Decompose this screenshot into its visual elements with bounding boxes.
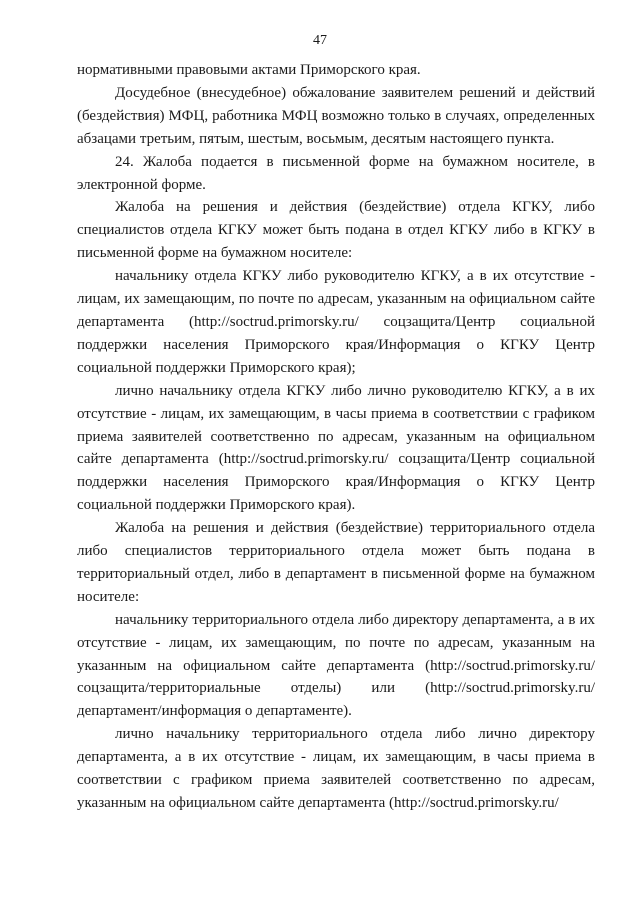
paragraph: 24. Жалоба подается в письменной форме на бумажном носителе, в электронной форме. <box>77 153 595 193</box>
document-body <box>77 59 595 815</box>
paragraph: начальнику отдела КГКУ либо руководителю КГКУ, а в их отсутствие - лицам, их замещающим, по почте по адресам, указанным на официальном сайте департамента (http://soctrud.primorsky.ru/ соцзащита/Центр социальной поддержки населения Приморского края/Информация о КГКУ Центр социальной поддержки Приморского края); <box>77 268 595 376</box>
paragraph: Досудебное (внесудебное) обжалование заявителем решений и действий (бездействия) МФЦ, работника МФЦ возможно только в случаях, определенных абзацами третьим, пятым, шестым, восьмым, десятым настоящего пункта. <box>77 84 595 147</box>
paragraph: нормативными правовыми актами Приморского края. <box>77 62 421 78</box>
paragraph: Жалоба на решения и действия (бездействие) территориального отдела либо специалистов территориального отдела может быть подана в территориальный отдел, либо в департамент в письменной форме на бумажном носителе: <box>77 520 595 605</box>
paragraph: лично начальнику территориального отдела либо лично директору департамента, а в их отсутствие - лицам, их замещающим, в часы приема в соответствии с графиком приема заявителей соответственно по адресам, указанным на официальном сайте департамента (http://soctrud.primorsky.ru/ <box>77 726 595 811</box>
paragraph: лично начальнику отдела КГКУ либо лично руководителю КГКУ, а в их отсутствие - лицам, их замещающим, в часы приема в соответствии с графиком приема заявителей соответственно по адресам, указанным на официальном сайте департамента (http://soctrud.primorsky.ru/ соцзащита/Центр социальной поддержки населения Приморского края/Информация о КГКУ Центр социальной поддержки Приморского края). <box>77 382 595 514</box>
paragraph: Жалоба на решения и действия (бездействие) отдела КГКУ, либо специалистов отдела КГКУ может быть подана в отдел КГКУ либо в КГКУ в письменной форме на бумажном носителе: <box>77 199 595 262</box>
paragraph: начальнику территориального отдела либо директору департамента, а в их отсутствие - лицам, их замещающим, по почте по адресам, указанным на указанным на официальном сайте департамента (http://soctrud.primorsky.ru/ соцзащита/территориальные отделы) или (http://soctrud.primorsky.ru/ департамент/информация о департаменте). <box>77 611 595 720</box>
page-number: 47 <box>313 33 327 48</box>
